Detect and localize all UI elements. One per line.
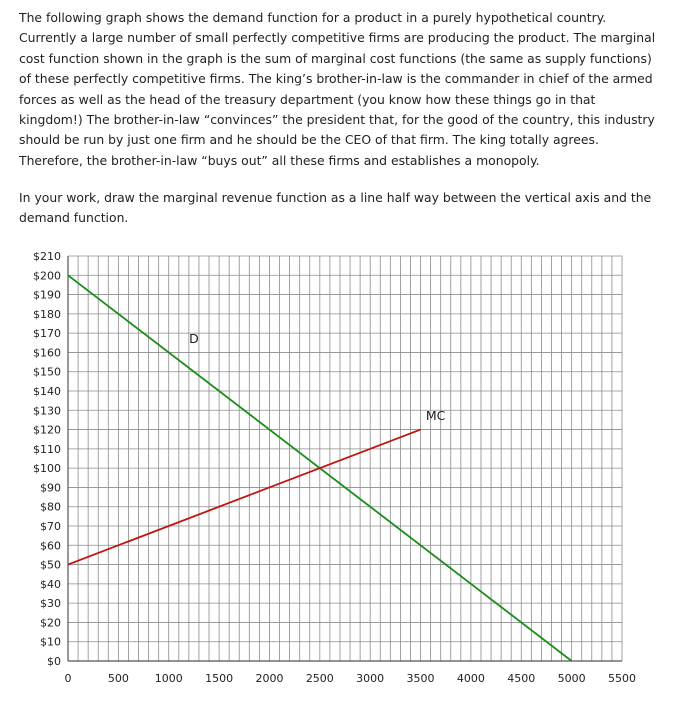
x-tick-label: 1500 xyxy=(205,672,234,685)
x-tick-label: 1000 xyxy=(154,672,183,685)
y-tick-label: $130 xyxy=(33,404,61,418)
y-tick-label: $160 xyxy=(33,346,61,360)
x-tick-label: 2500 xyxy=(305,672,334,685)
y-tick-label: $30 xyxy=(40,597,61,611)
x-tick-label: 0 xyxy=(64,672,72,685)
y-tick-label: $190 xyxy=(33,288,61,302)
y-tick-label: $110 xyxy=(33,442,61,456)
x-axis-tick-labels xyxy=(65,672,637,685)
x-tick-label: 500 xyxy=(107,672,129,685)
y-tick-label: $40 xyxy=(40,577,61,591)
y-axis-tick-labels xyxy=(33,250,61,668)
x-tick-label: 4000 xyxy=(456,672,485,685)
y-tick-label: $10 xyxy=(40,635,61,649)
y-tick-label: $20 xyxy=(40,616,61,630)
y-tick-label: $210 xyxy=(33,250,61,263)
y-tick-label: $180 xyxy=(33,307,61,321)
problem-paragraph: The following graph shows the demand function for a product in a purely hypothetical country. Currently a large number of small perfectly competitive firms are producing the product. The marginal cost function shown in the graph is the sum of marginal cost functions (the same as supply functions) of these perfectly competitive firms. The king’s brother-in-law is the commander in chief of the armed forces as well as the head of the treasury department (you know how these things go in that kingdom!) The brother-in-law “convinces” the president that, for the good of the country, this industry should be run by just one firm and he should be the CEO of that firm. The king totally agrees. Therefore, the brother-in-law “buys out” all these firms and establishes a monopoly. xyxy=(19,10,656,168)
x-tick-label: 5000 xyxy=(557,672,586,685)
instruction-paragraph: In your work, draw the marginal revenue function as a line half way between the vertical axis and the demand function. xyxy=(19,190,652,226)
x-tick-label: 3500 xyxy=(406,672,435,685)
supply-demand-chart xyxy=(0,245,679,705)
y-tick-label: $100 xyxy=(33,462,61,476)
y-tick-label: $140 xyxy=(33,385,61,398)
y-tick-label: $80 xyxy=(40,500,61,514)
y-tick-label: $200 xyxy=(33,269,61,283)
y-tick-label: $70 xyxy=(40,520,61,533)
y-tick-label: $90 xyxy=(40,481,61,495)
y-tick-label: $50 xyxy=(40,558,61,572)
x-tick-label: 4500 xyxy=(507,672,536,685)
y-tick-label: $150 xyxy=(33,365,61,379)
y-tick-label: $0 xyxy=(47,655,61,668)
demand-label: D xyxy=(189,330,199,346)
y-tick-label: $60 xyxy=(40,539,61,553)
y-tick-label: $120 xyxy=(33,423,61,437)
x-tick-label: 3000 xyxy=(356,672,385,685)
marginal-cost-line xyxy=(68,430,421,565)
y-tick-label: $170 xyxy=(33,327,61,341)
x-tick-label: 2000 xyxy=(255,672,284,685)
marginal-cost-label: MC xyxy=(425,407,446,423)
x-tick-label: 5500 xyxy=(608,672,636,685)
